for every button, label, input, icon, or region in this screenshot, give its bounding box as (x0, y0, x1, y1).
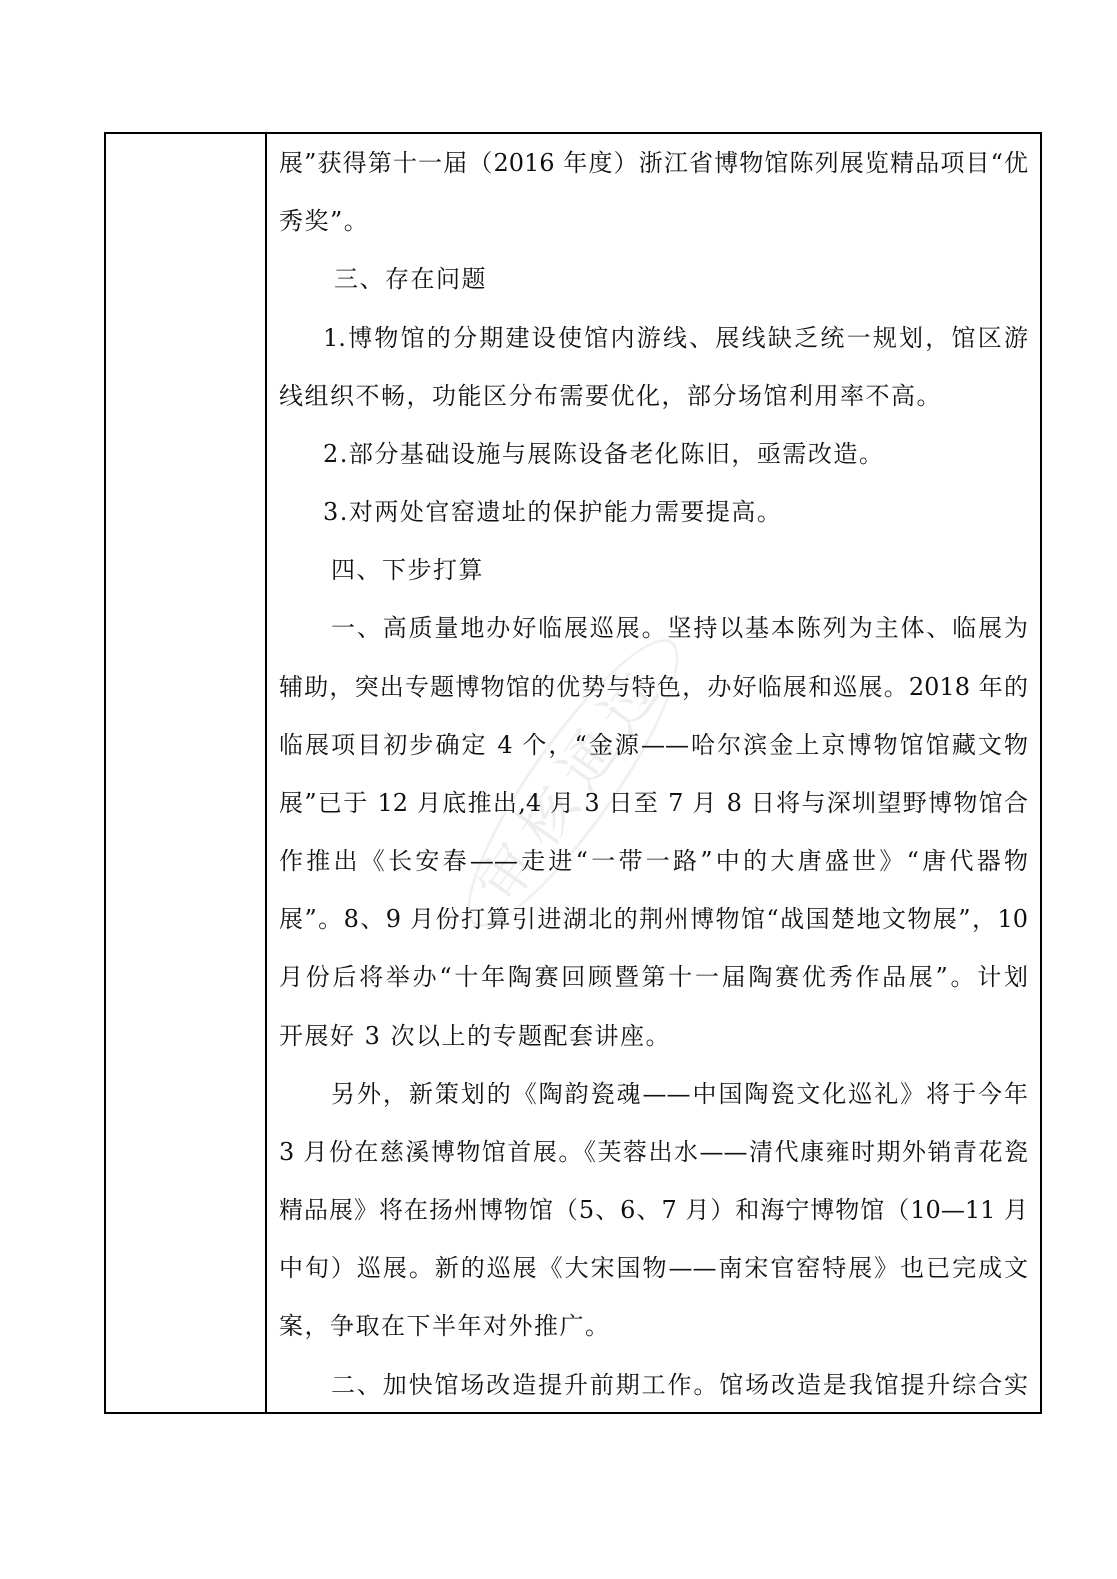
text-line: 临展项目初步确定 4 个，“金源——哈尔滨金上京博物馆馆藏文物 (279, 730, 1028, 759)
text-line: 一、高质量地办好临展巡展。坚持以基本陈列为主体、临展为 (331, 614, 1028, 643)
text-line: 秀奖”。 (279, 207, 370, 236)
text-line: 1.博物馆的分期建设使馆内游线、展线缺乏统一规划，馆区游 (323, 323, 1028, 352)
text-line: 3.对两处官窑遗址的保护能力需要提高。 (323, 498, 783, 527)
text-line: 月份后将举办“十年陶赛回顾暨第十一届陶赛优秀作品展”。计划 (279, 963, 1028, 992)
text-line: 辅助，突出专题博物馆的优势与特色，办好临展和巡展。2018 年的 (279, 672, 1028, 701)
text-line: 2.部分基础设施与展陈设备老化陈旧，亟需改造。 (323, 439, 885, 468)
text-line: 线组织不畅，功能区分布需要优化，部分场馆利用率不高。 (279, 381, 942, 410)
text-line: 作推出《长安春——走进“一带一路”中的大唐盛世》“唐代器物 (279, 847, 1028, 876)
document-table (104, 132, 1042, 1414)
text-line: 二、加快馆场改造提升前期工作。馆场改造是我馆提升综合实 (331, 1370, 1028, 1399)
text-line: 精品展》将在扬州博物馆（5、6、7 月）和海宁博物馆（10—11 月 (279, 1196, 1028, 1225)
text-line: 展”已于 12 月底推出,4 月 3 日至 7 月 8 日将与深圳望野博物馆合 (279, 788, 1028, 817)
text-line: 案，争取在下半年对外推广。 (279, 1312, 611, 1341)
watermark-stamp: 审核通过 (439, 617, 708, 950)
section-heading-issues: 三、存在问题 (334, 265, 487, 294)
text-line: 展”。8、9 月份打算引进湖北的荆州博物馆“战国楚地文物展”，10 (279, 905, 1028, 934)
table-left-cell (106, 134, 267, 1412)
table-content-cell (267, 134, 1040, 1412)
text-line: 另外，新策划的《陶韵瓷魂——中国陶瓷文化巡礼》将于今年 (331, 1079, 1028, 1108)
text-line: 中旬）巡展。新的巡展《大宋国物——南宋官窑特展》也已完成文 (279, 1254, 1028, 1283)
text-line: 开展好 3 次以上的专题配套讲座。 (279, 1021, 672, 1050)
section-heading-plans: 四、下步打算 (331, 556, 484, 585)
text-line: 展”获得第十一届（2016 年度）浙江省博物馆陈列展览精品项目“优 (279, 149, 1028, 177)
text-line: 3 月份在慈溪博物馆首展。《芙蓉出水——清代康雍时期外销青花瓷 (279, 1137, 1028, 1166)
